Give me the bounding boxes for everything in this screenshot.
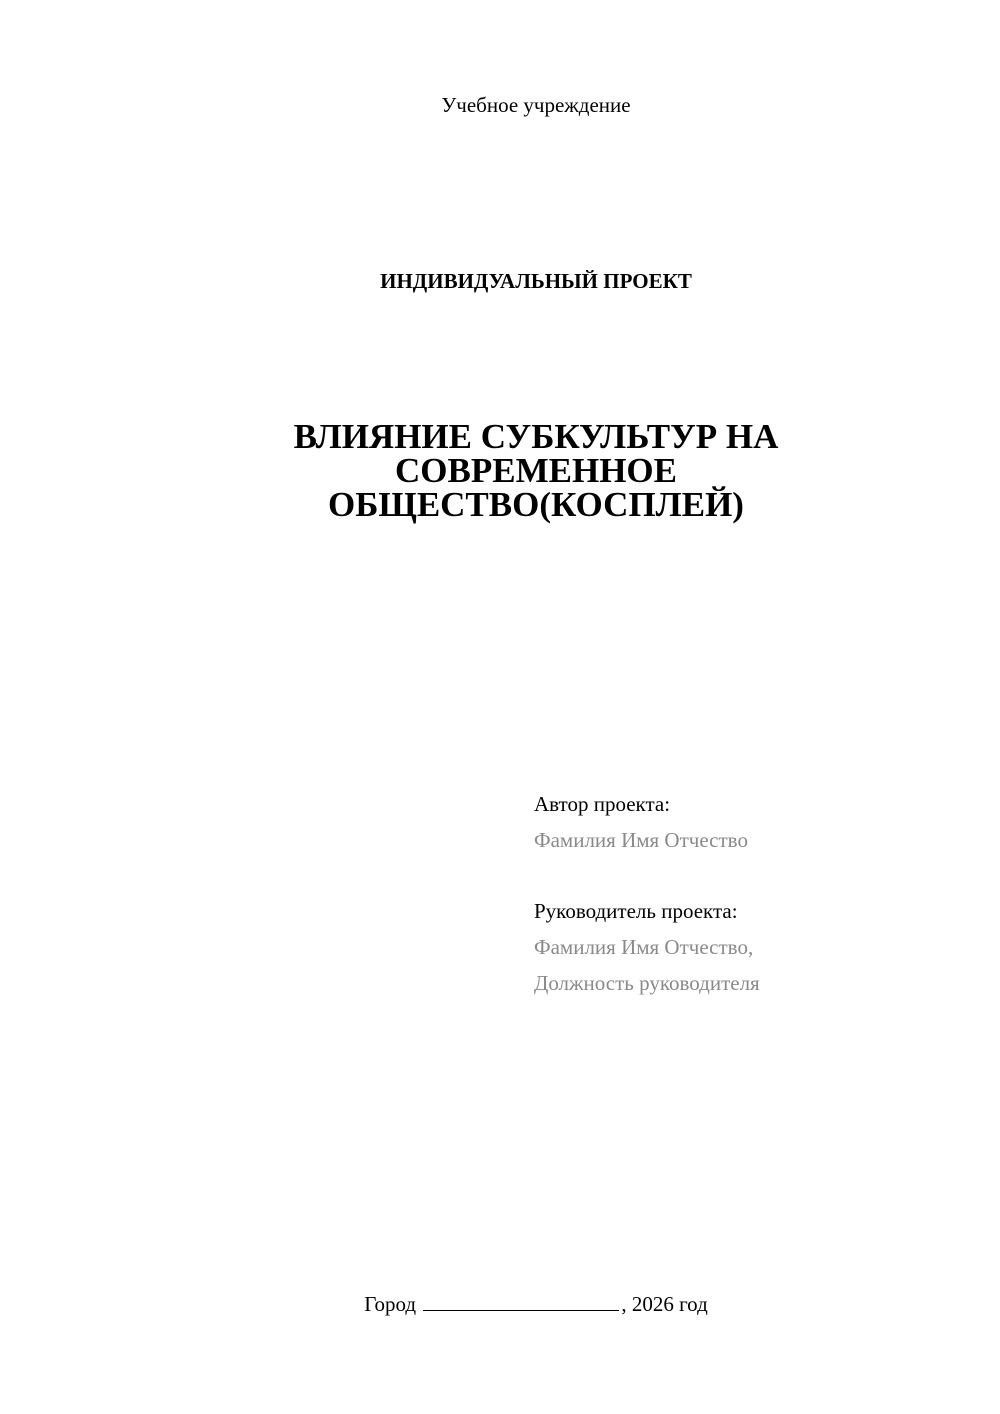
project-title-line: ОБЩЕСТВО(КОСПЛЕЙ) — [328, 485, 744, 524]
author-label: Автор проекта: — [534, 792, 671, 816]
supervisor-name-placeholder: Фамилия Имя Отчество, — [534, 935, 754, 959]
project-type-heading: ИНДИВИДУАЛЬНЫЙ ПРОЕКТ — [380, 269, 692, 293]
supervisor-position-placeholder: Должность руководителя — [534, 971, 760, 995]
project-title-line: СОВРЕМЕННОЕ — [395, 451, 677, 490]
project-title-line: ВЛИЯНИЕ СУБКУЛЬТУР НА — [293, 417, 779, 456]
city-blank-field — [423, 1290, 619, 1311]
project-title — [0, 417, 1000, 524]
author-block — [534, 786, 974, 858]
supervisor-block — [534, 893, 974, 1001]
author-name-placeholder: Фамилия Имя Отчество — [534, 828, 748, 852]
year-text: , 2026 год — [621, 1292, 708, 1316]
city-label: Город — [364, 1292, 417, 1316]
city-year-line — [0, 1290, 1000, 1318]
institution-name: Учебное учреждение — [441, 93, 631, 117]
supervisor-label: Руководитель проекта: — [534, 899, 738, 923]
